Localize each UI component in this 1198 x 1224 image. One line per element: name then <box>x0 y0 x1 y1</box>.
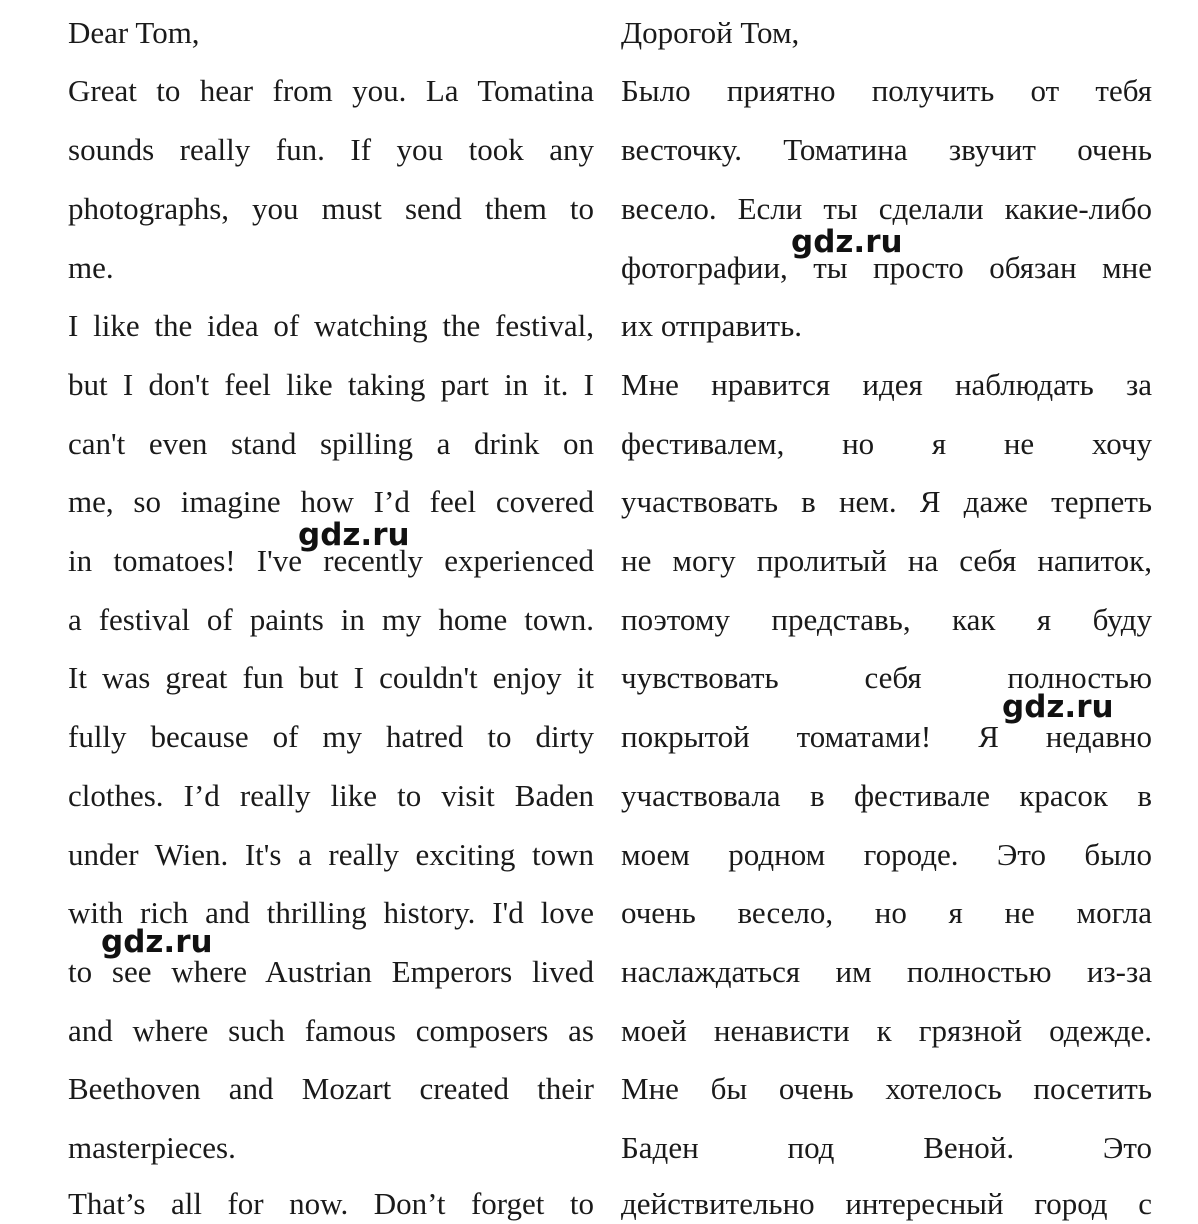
watermark: gdz.ru <box>298 517 410 553</box>
english-line: That’s all for now. Don’t forget to <box>68 1186 594 1221</box>
russian-line: Баден под Веной. Это <box>621 1130 1152 1165</box>
english-line: to see where Austrian Emperors lived <box>68 954 594 989</box>
russian-line: участвовать в нем. Я даже терпеть <box>621 484 1152 519</box>
english-line: sounds really fun. If you took any <box>68 132 594 167</box>
english-line: with rich and thrilling history. I'd love <box>68 895 594 930</box>
russian-line: поэтому представь, как я буду <box>621 602 1152 637</box>
russian-line: моей ненависти к грязной одежде. <box>621 1013 1152 1048</box>
russian-line: Было приятно получить от тебя <box>621 73 1152 108</box>
english-line: It was great fun but I couldn't enjoy it <box>68 660 594 695</box>
english-line: but I don't feel like taking part in it. I <box>68 367 594 402</box>
english-line: photographs, you must send them to <box>68 191 594 226</box>
russian-line: чувствовать себя полностью <box>621 660 1152 695</box>
english-line: Dear Tom, <box>68 15 200 50</box>
russian-line: моем родном городе. Это было <box>621 837 1152 872</box>
english-line: Beethoven and Mozart created their <box>68 1071 594 1106</box>
english-line: a festival of paints in my home town. <box>68 602 594 637</box>
english-line: fully because of my hatred to dirty <box>68 719 594 754</box>
russian-line: Мне нравится идея наблюдать за <box>621 367 1152 402</box>
russian-line: участвовала в фестивале красок в <box>621 778 1152 813</box>
russian-line: не могу пролитый на себя напиток, <box>621 543 1152 578</box>
russian-line: Дорогой Том, <box>621 15 800 50</box>
english-line: Great to hear from you. La Tomatina <box>68 73 594 108</box>
russian-line: наслаждаться им полностью из-за <box>621 954 1152 989</box>
russian-line: весело. Если ты сделали какие-либо <box>621 191 1152 226</box>
english-line: in tomatoes! I've recently experienced <box>68 543 594 578</box>
english-line: me. <box>68 250 114 285</box>
russian-line: действительно интересный город с <box>621 1186 1152 1221</box>
english-line: can't even stand spilling a drink on <box>68 426 594 461</box>
russian-line: очень весело, но я не могла <box>621 895 1152 930</box>
english-line: under Wien. It's a really exciting town <box>68 837 594 872</box>
russian-line: фотографии, ты просто обязан мне <box>621 250 1152 285</box>
english-line: and where such famous composers as <box>68 1013 594 1048</box>
english-line: masterpieces. <box>68 1130 236 1165</box>
russian-line: покрытой томатами! Я недавно <box>621 719 1152 754</box>
russian-line: весточку. Томатина звучит очень <box>621 132 1152 167</box>
watermark: gdz.ru <box>791 224 903 260</box>
english-line: me, so imagine how I’d feel covered <box>68 484 594 519</box>
russian-line: фестивалем, но я не хочу <box>621 426 1152 461</box>
watermark: gdz.ru <box>1002 689 1114 725</box>
english-line: clothes. I’d really like to visit Baden <box>68 778 594 813</box>
watermark: gdz.ru <box>101 924 213 960</box>
russian-line: Мне бы очень хотелось посетить <box>621 1071 1152 1106</box>
russian-line: их отправить. <box>621 308 802 343</box>
english-line: I like the idea of watching the festival, <box>68 308 594 343</box>
